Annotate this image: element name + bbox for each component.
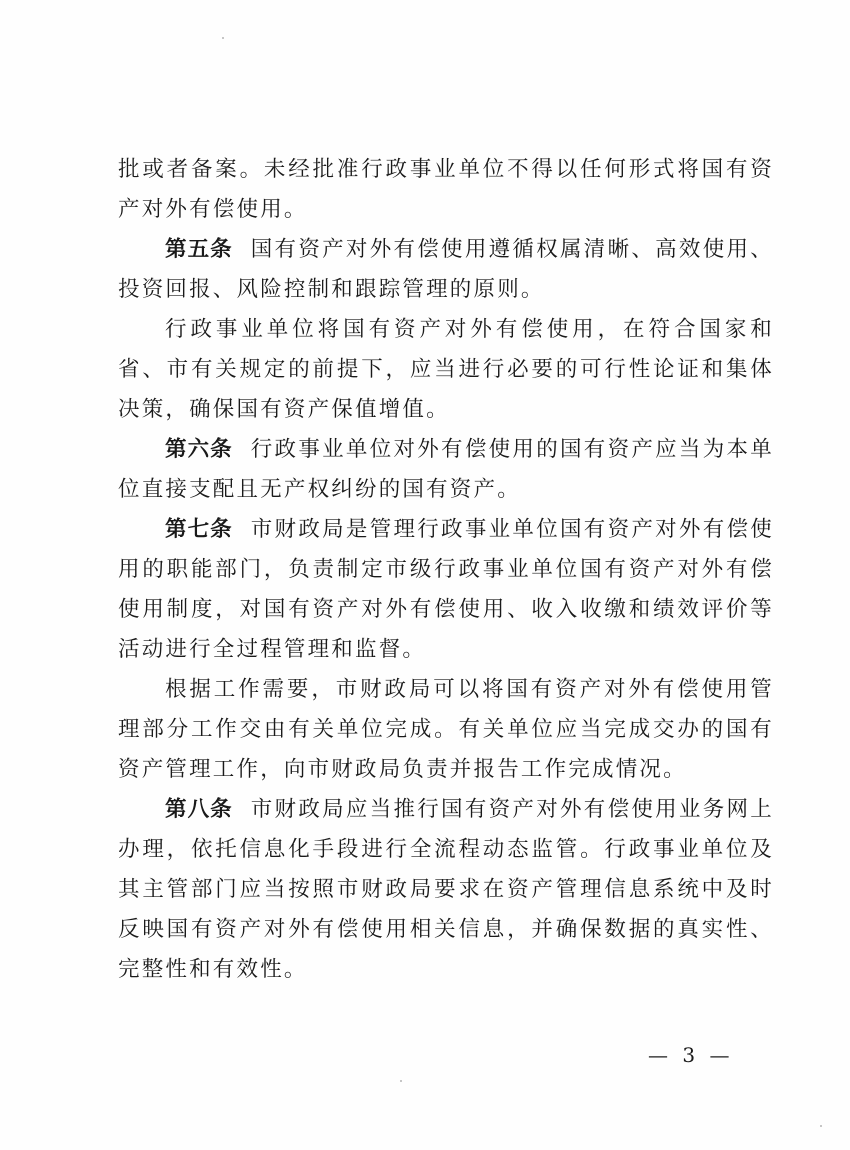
scan-speck	[400, 1080, 402, 1082]
paragraph-text: 市财政局是管理行政事业单位国有资产对外有偿使用的职能部门，负责制定市级行政事业单位国有资产对外有偿使用制度，对国有资产对外有偿使用、收入收缴和绩效评价等活动进行全过程管理和监督。	[118, 517, 774, 662]
scan-speck	[820, 1125, 822, 1127]
paragraph-text: 行政事业单位对外有偿使用的国有资产应当为本单位直接支配且无产权纠纷的国有资产。	[118, 437, 774, 502]
paragraph-text: 根据工作需要，市财政局可以将国有资产对外有偿使用管理部分工作交由有关单位完成。有关单位应当完成交办的国有资产管理工作，向市财政局负责并报告工作完成情况。	[118, 677, 774, 782]
article-number: 第七条	[165, 517, 233, 542]
article-number: 第八条	[165, 797, 233, 822]
paragraph-text: 行政事业单位将国有资产对外有偿使用，在符合国家和省、市有关规定的前提下，应当进行必要的可行性论证和集体决策，确保国有资产保值增值。	[118, 317, 774, 422]
paragraph-article-7	[118, 510, 774, 670]
paragraph-6	[118, 670, 774, 790]
article-number: 第五条	[165, 237, 233, 262]
paragraph-3	[118, 310, 774, 430]
page-number: — 3 —	[648, 1043, 734, 1067]
paragraph-text: 市财政局应当推行国有资产对外有偿使用业务网上办理，依托信息化手段进行全流程动态监管。行政事业单位及其主管部门应当按照市财政局要求在资产管理信息系统中及时反映国有资产对外有偿使用相关信息，并确保数据的真实性、完整性和有效性。	[118, 797, 774, 982]
scan-speck	[222, 37, 224, 39]
paragraph-article-5	[118, 230, 774, 310]
paragraph-article-6	[118, 430, 774, 510]
article-number: 第六条	[165, 437, 233, 462]
paragraph-text: 批或者备案。未经批准行政事业单位不得以任何形式将国有资产对外有偿使用。	[118, 157, 774, 222]
document-body	[118, 150, 774, 990]
paragraph-1	[118, 150, 774, 230]
paragraph-article-8	[118, 790, 774, 990]
paragraph-text: 国有资产对外有偿使用遵循权属清晰、高效使用、投资回报、风险控制和跟踪管理的原则。	[118, 237, 774, 302]
